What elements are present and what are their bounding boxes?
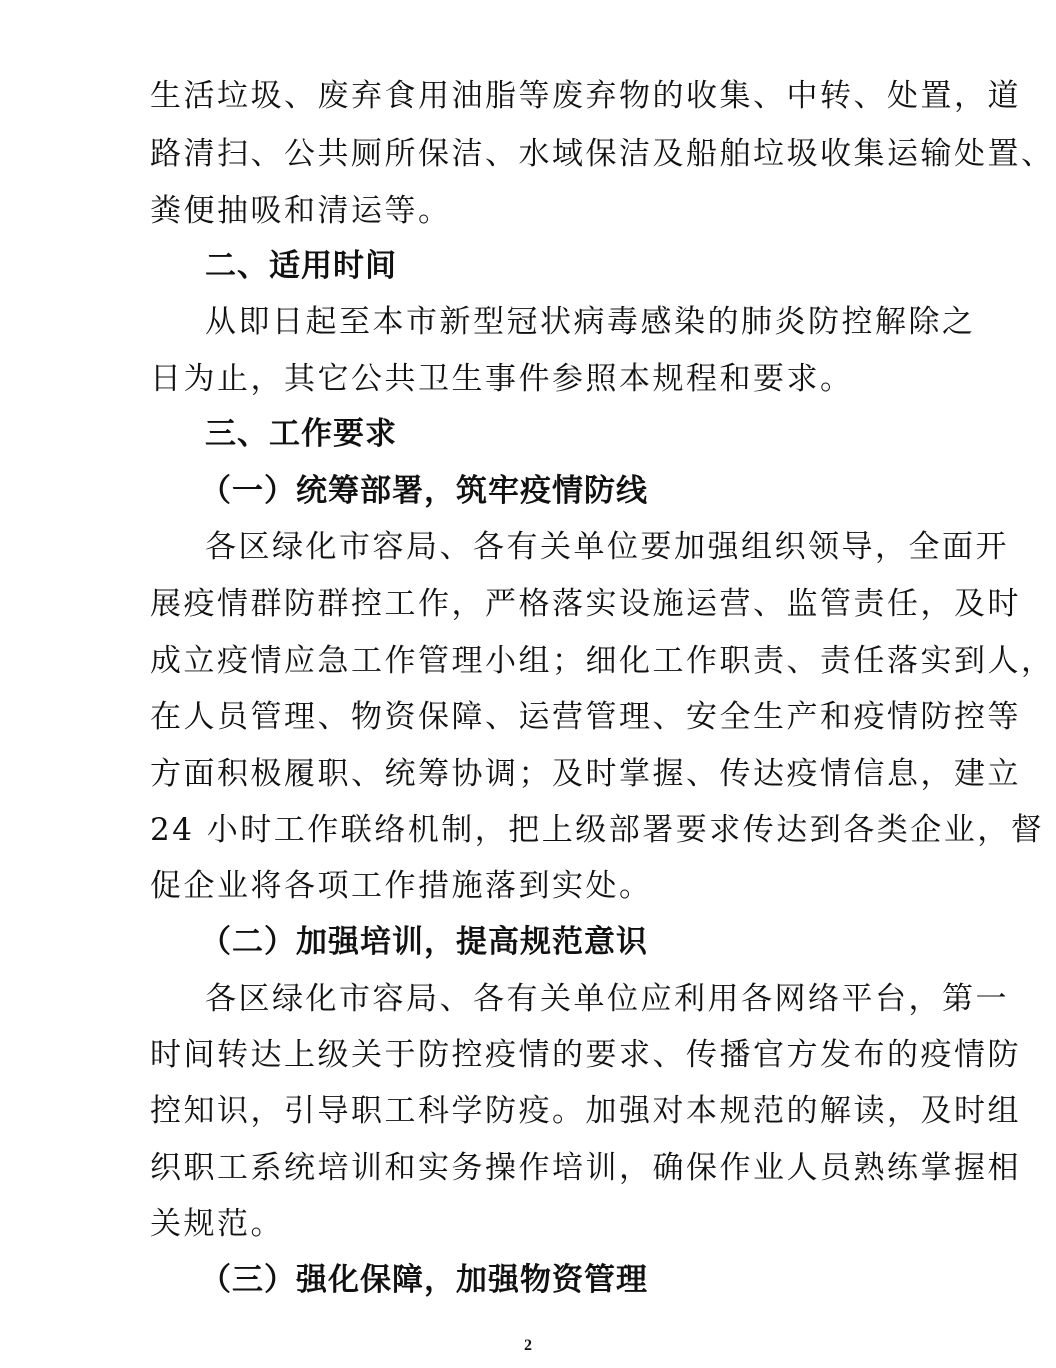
body-text-line: 展疫情群防群控工作，严格落实设施运营、监管责任，及时: [150, 586, 1021, 622]
body-text-line: 关规范。: [150, 1206, 284, 1242]
body-text-line: 在人员管理、物资保障、运营管理、安全生产和疫情防控等: [150, 699, 1021, 735]
section-heading-work-requirements: 三、工作要求: [205, 416, 397, 452]
body-text-line: 从即日起至本市新型冠状病毒感染的肺炎防控解除之: [205, 304, 976, 340]
body-text-line: 路清扫、公共厕所保洁、水域保洁及船舶垃圾收集运输处置、: [150, 136, 1055, 172]
body-text-line: 织职工系统培训和实务操作培训，确保作业人员熟练掌握相: [150, 1150, 1021, 1186]
body-text-line: 方面积极履职、统筹协调；及时掌握、传达疫情信息，建立: [150, 756, 1021, 792]
body-text-line: 生活垃圾、废弃食用油脂等废弃物的收集、中转、处置，道: [150, 78, 1021, 114]
body-text-line: 各区绿化市容局、各有关单位应利用各网络平台，第一: [205, 981, 1009, 1017]
body-text-line: 时间转达上级关于防控疫情的要求、传播官方发布的疫情防: [150, 1037, 1021, 1073]
body-text-line: 各区绿化市容局、各有关单位要加强组织领导，全面开: [205, 529, 1009, 565]
body-text-line: 控知识，引导职工科学防疫。加强对本规范的解读，及时组: [150, 1093, 1021, 1129]
body-text-line: 粪便抽吸和清运等。: [150, 193, 452, 229]
body-text-line: 24 小时工作联络机制，把上级部署要求传达到各类企业，督: [150, 812, 1045, 848]
section-heading-applicable-time: 二、适用时间: [205, 248, 397, 284]
body-text-line: 促企业将各项工作措施落到实处。: [150, 868, 653, 904]
subsection-heading-1: （一）统筹部署，筑牢疫情防线: [200, 473, 648, 509]
body-text-line: 成立疫情应急工作管理小组；细化工作职责、责任落实到人，: [150, 643, 1055, 679]
subsection-heading-3: （三）强化保障，加强物资管理: [200, 1262, 648, 1298]
body-text-line: 日为止，其它公共卫生事件参照本规程和要求。: [150, 361, 854, 397]
subsection-heading-2: （二）加强培训，提高规范意识: [200, 924, 648, 960]
page-number: 2: [524, 1337, 532, 1354]
